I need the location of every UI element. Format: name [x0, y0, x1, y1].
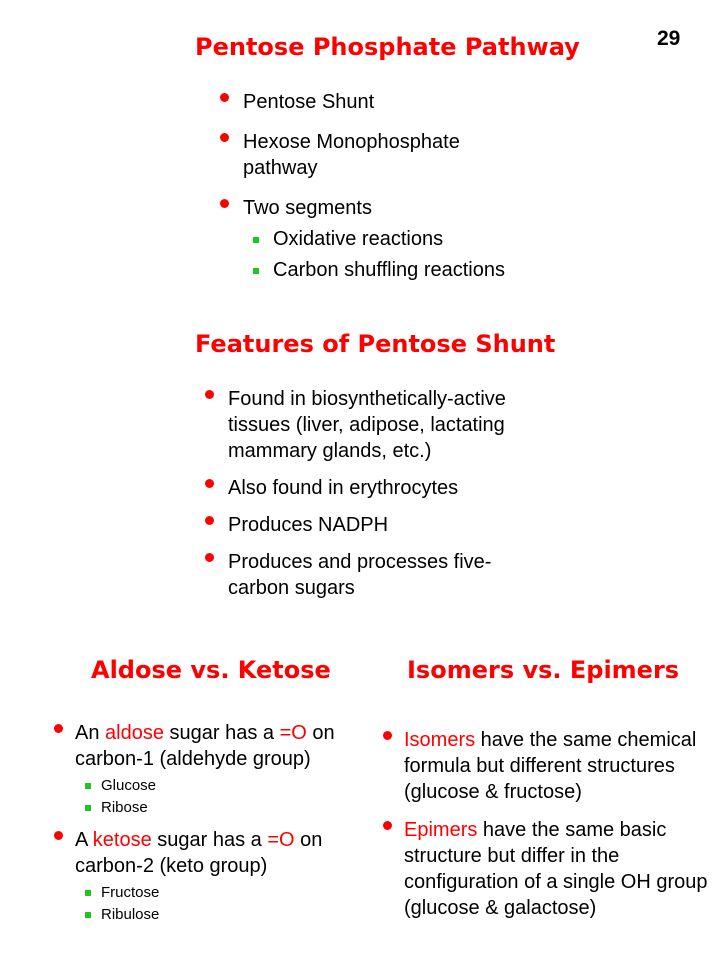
list-item — [205, 549, 545, 601]
sub-list-item — [54, 882, 384, 904]
list-item-isomers — [383, 727, 713, 805]
sub-list-item — [243, 257, 550, 283]
sub-bullet-text: Oxidative reactions — [273, 228, 444, 250]
bullet-text: Also found in erythrocytes — [228, 477, 459, 499]
bullet-dot-icon — [205, 553, 214, 562]
list-item-ketose — [54, 827, 384, 926]
list-item — [205, 475, 545, 501]
sub-bullet-square-icon — [85, 912, 91, 918]
ketose-definition: A ketose sugar has a =O on carbon-2 (keto group) — [75, 829, 323, 877]
pentose-pathway-bullet-list — [220, 89, 550, 297]
bullet-text: Hexose Monophosphate pathway — [243, 131, 460, 179]
segments-sub-list — [243, 226, 550, 283]
section-title-aldose-vs-ketose: Aldose vs. Ketose — [91, 656, 331, 684]
bullet-dot-icon — [383, 731, 392, 740]
section-title-features-of-pentose-shunt: Features of Pentose Shunt — [195, 330, 556, 358]
example-text: Ribulose — [101, 906, 160, 923]
sub-bullet-square-icon — [85, 890, 91, 896]
bullet-dot-icon — [383, 821, 392, 830]
bullet-dot-icon — [205, 516, 214, 525]
sub-list-item — [54, 797, 384, 819]
sub-bullet-square-icon — [253, 237, 259, 243]
example-text: Glucose — [101, 777, 157, 794]
list-item-epimers — [383, 817, 713, 921]
list-item — [205, 386, 545, 464]
bullet-dot-icon — [54, 724, 63, 733]
aldose-ketose-bullet-list — [54, 720, 384, 934]
epimers-definition: Epimers have the same basic structure but differ in the configuration of a single OH group (glucose & galactose) — [404, 819, 708, 919]
bullet-dot-icon — [220, 93, 229, 102]
bullet-text: Found in biosynthetically-active tissues (liver, adipose, lactating mammary glands, etc.) — [228, 388, 506, 462]
bullet-dot-icon — [220, 199, 229, 208]
sub-bullet-text: Carbon shuffling reactions — [273, 259, 505, 281]
aldose-examples — [75, 775, 384, 819]
sub-bullet-square-icon — [253, 268, 259, 274]
list-item-aldose — [54, 720, 384, 819]
bullet-text: Produces NADPH — [228, 514, 389, 536]
example-text: Ribose — [101, 799, 148, 816]
sub-list-item — [54, 904, 384, 926]
isomers-definition: Isomers have the same chemical formula but different structures (glucose & fructose) — [404, 729, 697, 803]
sub-list-item — [54, 775, 384, 797]
bullet-text: Produces and processes five-carbon sugars — [228, 551, 492, 599]
bullet-dot-icon — [220, 133, 229, 142]
sub-bullet-square-icon — [85, 805, 91, 811]
bullet-text: Two segments — [243, 197, 372, 219]
sub-list-item — [243, 226, 550, 252]
bullet-dot-icon — [54, 831, 63, 840]
sub-bullet-square-icon — [85, 783, 91, 789]
example-text: Fructose — [101, 884, 160, 901]
bullet-text: Pentose Shunt — [243, 91, 375, 113]
page-number: 29 — [657, 27, 681, 50]
features-bullet-list — [205, 386, 545, 612]
bullet-dot-icon — [205, 479, 214, 488]
section-title-pentose-phosphate-pathway: Pentose Phosphate Pathway — [195, 33, 580, 61]
list-item — [220, 195, 550, 283]
isomers-epimers-bullet-list — [383, 727, 713, 933]
list-item — [205, 512, 545, 538]
bullet-dot-icon — [205, 390, 214, 399]
list-item — [220, 89, 550, 115]
list-item — [220, 129, 550, 181]
ketose-examples — [75, 882, 384, 926]
aldose-definition: An aldose sugar has a =O on carbon-1 (aldehyde group) — [75, 722, 335, 770]
section-title-isomers-vs-epimers: Isomers vs. Epimers — [407, 656, 680, 684]
